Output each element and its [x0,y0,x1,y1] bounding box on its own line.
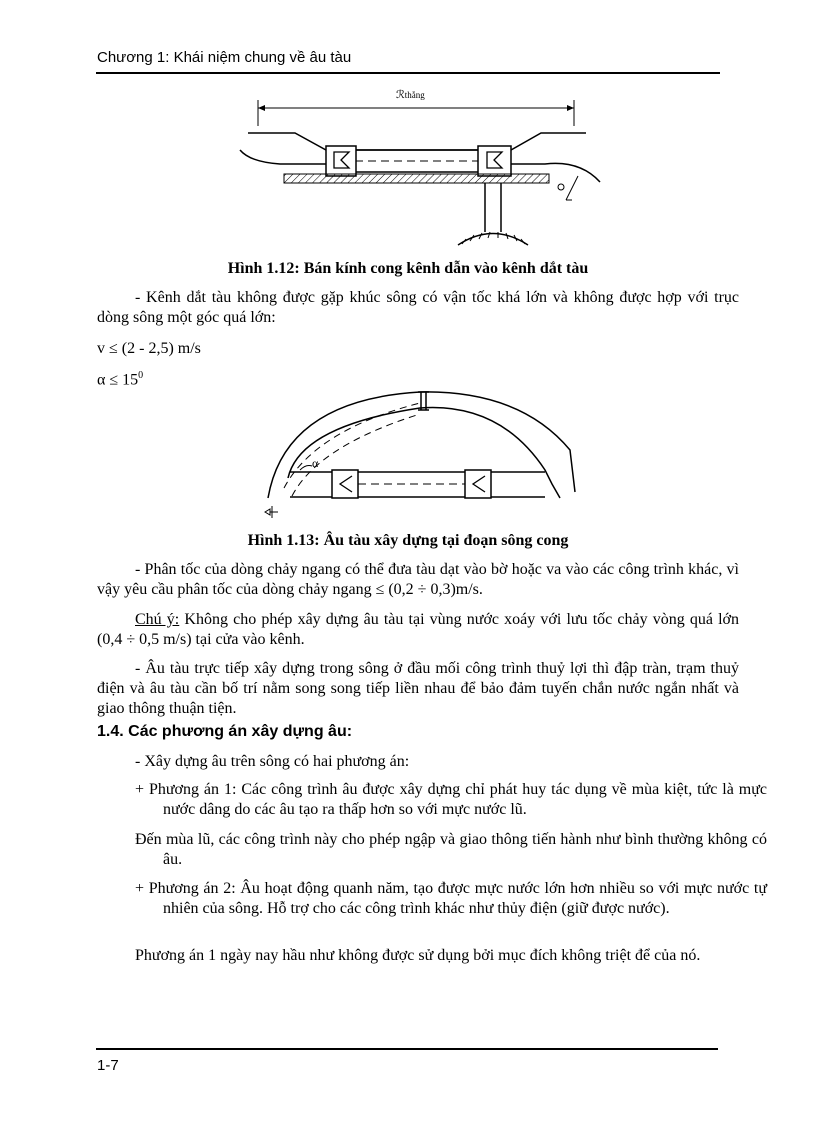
footer-rule [96,1048,718,1050]
formula-angle-sup: 0 [138,370,144,381]
paragraph-option-2: + Phương án 2: Âu hoạt động quanh năm, tạo được mực nước lớn hơn nhiều so với mực nước tự nhiên của sông. Hỗ trợ cho các công trình khác như thủy điện (giữ được nước). [135,880,767,917]
figure-1-12 [0,0,816,260]
running-header: Chương 1: Khái niệm chung về âu tàu [97,49,352,66]
paragraph-conclusion: Phương án 1 ngày nay hầu như không được sử dụng bởi mục đích không triệt để của nó. [135,947,701,964]
note-paragraph [97,610,739,650]
paragraph-options-intro: - Xây dựng âu trên sông có hai phương án: [135,753,410,770]
note-text: Không cho phép xây dựng âu tàu tại vùng nước xoáy với lưu tốc chảy vòng quá lớn (0,4 ÷ 0,5 m/s) tại cửa vào kênh. [97,611,739,648]
note-label: Chú ý: [135,611,180,628]
figure-1-12-caption: Hình 1.12: Bán kính cong kênh dẫn vào kênh dắt tàu [227,260,589,277]
formula-velocity: v ≤ (2 - 2,5) m/s [97,340,201,357]
paragraph-flood-season: Đến mùa lũ, các công trình này cho phép ngập và giao thông tiến hành như bình thường không có âu. [135,831,767,868]
radius-label [396,88,425,102]
figure-1-13-caption: Hình 1.13: Âu tàu xây dựng tại đoạn sông cong [247,532,569,549]
radius-subscript: thẳng [404,90,425,100]
section-heading: 1.4. Các phương án xây dựng âu: [97,723,353,740]
paragraph-direct-lock: - Âu tàu trực tiếp xây dựng trong sông ở đầu mối công trình thuỷ lợi thì đập tràn, trạm thuỷ điện và âu tàu cần bố trí nằm song song tiếp liền nhau để bảo đảm tuyến chắn nước ngắn nhất và giao thông thuận tiện. [97,660,739,717]
radius-symbol: ℛ [396,89,405,101]
figure-1-13 [0,382,816,522]
formula-angle-base: α ≤ 15 [97,371,139,389]
paragraph-canal: - Kênh dắt tàu không được gặp khúc sông có vận tốc khá lớn và không được hợp với trục dòng sông một góc quá lớn: [97,289,739,326]
page-number: 1-7 [97,1057,119,1074]
angle-alpha-label: α [312,456,319,470]
paragraph-crossflow: - Phân tốc của dòng chảy ngang có thể đưa tàu dạt vào bờ hoặc va vào các công trình khác, vì vậy yêu cầu phân tốc của dòng chảy ngang ≤ (0,2 ÷ 0,3)m/s. [97,561,739,598]
paragraph-option-1: + Phương án 1: Các công trình âu được xây dựng chỉ phát huy tác dụng về mùa kiệt, tức là mực nước dâng do các âu tạo ra thấp hơn so với mực nước lũ. [135,781,767,818]
